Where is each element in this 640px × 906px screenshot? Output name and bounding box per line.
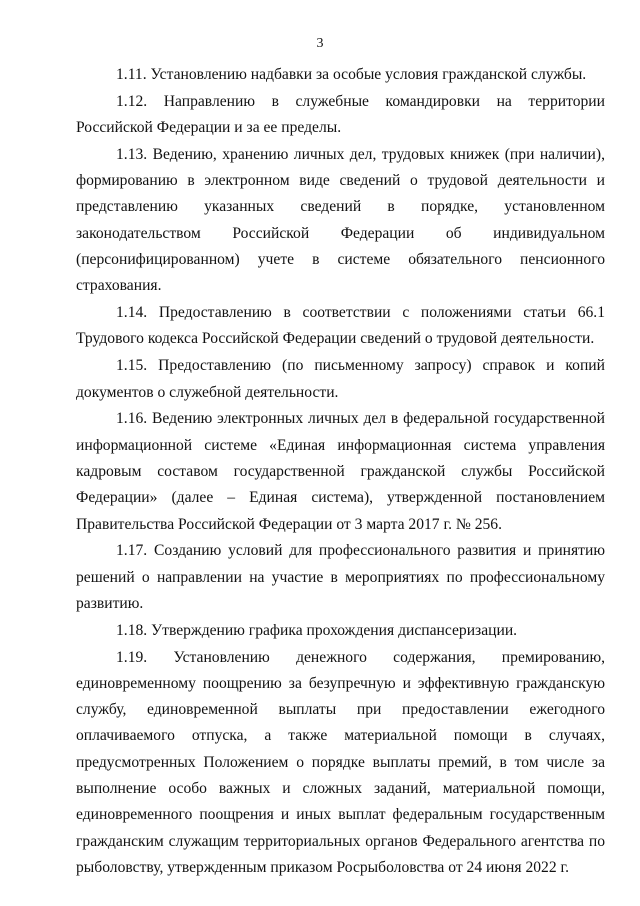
paragraph-1-15: 1.15. Предоставлению (по письменному запросу) справок и копий документов о служебной деятельности. <box>76 357 605 401</box>
paragraph-1-14: 1.14. Предоставлению в соответствии с положениями статьи 66.1 Трудового кодекса Российской Федерации сведений о трудовой деятельности. <box>76 304 605 348</box>
paragraph-1-13: 1.13. Ведению, хранению личных дел, трудовых книжек (при наличии), формированию в электронном виде сведений о трудовой деятельности и представлению указанных сведений в порядке, установленном законодательством Российской Федерации об индивидуальном (персонифицированном) учете в системе обязательного пенсионного страхования. <box>76 145 605 295</box>
paragraph-1-16: 1.16. Ведению электронных личных дел в федеральной государственной информационной системе «Единая информационная система управления кадровым составом государственной гражданской службы Российской Федерации» (далее – Единая система), утвержденной постановлением Правительства Российской Федерации от 3 марта 2017 г. № 256. <box>76 410 605 533</box>
paragraph-1-11: 1.11. Установлению надбавки за особые условия гражданской службы. <box>116 66 587 83</box>
page-number: 3 <box>316 36 324 51</box>
paragraph-1-12: 1.12. Направлению в служебные командировки на территории Российской Федерации и за ее пределы. <box>76 92 605 137</box>
document-body <box>76 62 605 881</box>
paragraph-1-18: 1.18. Утверждению графика прохождения диспансеризации. <box>116 621 518 639</box>
paragraph-1-19: 1.19. Установлению денежного содержания, премированию, единовременному поощрению за безупречную и эффективную гражданскую службу, единовременной выплаты при предоставлении ежегодного оплачиваемого отпуска, а также материальной помощи в случаях, предусмотренных Положением о порядке выплаты премий, в том числе за выполнение особо важных и сложных заданий, материальной помощи, единовременного поощрения и иных выплат федеральным государственным гражданским служащим территориальных органов Федерального агентства по рыболовству, утвержденным приказом Росрыболовства от 24 июня 2022 г. <box>76 648 605 876</box>
paragraph-1-17: 1.17. Созданию условий для профессионального развития и принятию решений о направлении на участие в мероприятиях по профессиональному развитию. <box>76 542 605 612</box>
